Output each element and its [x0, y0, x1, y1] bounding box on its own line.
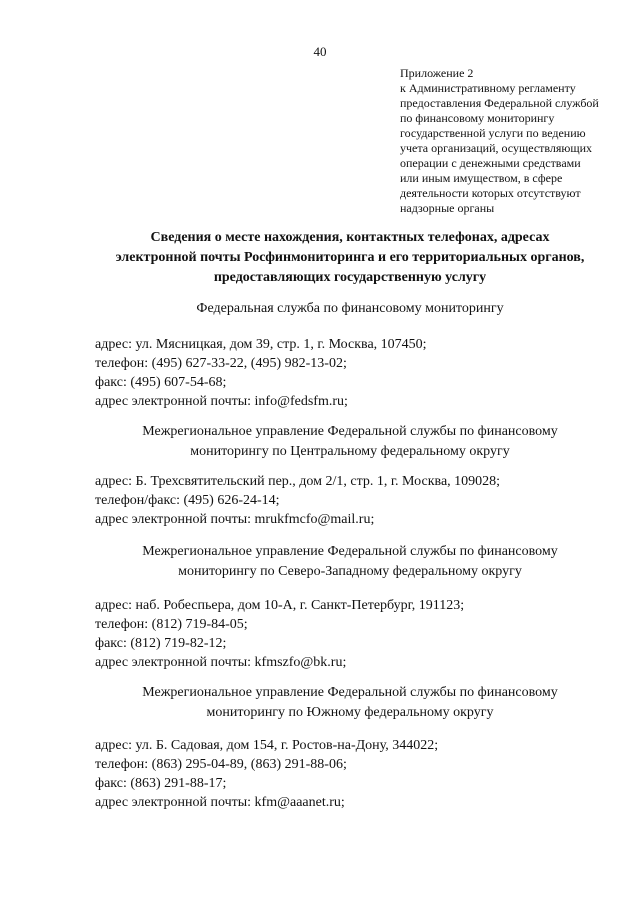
phone-line: телефон: (495) 627-33-22, (495) 982-13-02;: [95, 356, 347, 371]
email-line: адрес электронной почты: mrukfmcfo@mail.ru;: [95, 512, 375, 527]
org-title-line: мониторингу по Северо-Западному федеральному округу: [178, 564, 522, 579]
org-title-line: Межрегиональное управление Федеральной службы по финансовому: [142, 685, 558, 700]
org-contact-details: [95, 736, 625, 812]
email-line: адрес электронной почты: kfm@aaanet.ru;: [95, 795, 345, 810]
org-title: [70, 299, 630, 319]
org-title-line: мониторингу по Центральному федеральному округу: [190, 444, 510, 459]
appendix-line: Приложение 2: [400, 66, 474, 80]
phone-line: телефон: (863) 295-04-89, (863) 291-88-06;: [95, 757, 347, 772]
appendix-note: [400, 66, 625, 216]
appendix-line: надзорные органы: [400, 201, 495, 215]
appendix-line: операции с денежными средствами: [400, 156, 581, 170]
heading-line: электронной почты Росфинмониторинга и его территориальных органов,: [115, 250, 585, 265]
fax-line: факс: (495) 607-54-68;: [95, 375, 227, 390]
phone-line: телефон: (812) 719-84-05;: [95, 617, 248, 632]
appendix-line: или иным имуществом, в сфере: [400, 171, 563, 185]
org-contact-details: [95, 596, 625, 672]
heading-line: предоставляющих государственную услугу: [213, 270, 487, 285]
org-title-line: мониторингу по Южному федеральному округу: [206, 705, 494, 720]
appendix-line: предоставления Федеральной службой: [400, 96, 599, 110]
address-line: адрес: ул. Б. Садовая, дом 154, г. Ростов-на-Дону, 344022;: [95, 738, 439, 753]
appendix-line: учета организаций, осуществляющих: [400, 141, 593, 155]
org-title: [70, 683, 630, 723]
org-contact-details: [95, 335, 625, 411]
org-title-line: Межрегиональное управление Федеральной службы по финансовому: [142, 544, 558, 559]
address-line: адрес: наб. Робеспьера, дом 10-А, г. Санкт-Петербург, 191123;: [95, 598, 465, 613]
email-line: адрес электронной почты: kfmszfo@bk.ru;: [95, 655, 347, 670]
heading-line: Сведения о месте нахождения, контактных телефонах, адресах: [150, 230, 550, 245]
page-number: 40: [313, 44, 327, 59]
phone-fax-line: телефон/факс: (495) 626-24-14;: [95, 493, 280, 508]
address-line: адрес: Б. Трехсвятительский пер., дом 2/1, стр. 1, г. Москва, 109028;: [95, 474, 501, 489]
appendix-line: деятельности которых отсутствуют: [400, 186, 581, 200]
appendix-line: к Административному регламенту: [400, 81, 576, 95]
org-title-line: Федеральная служба по финансовому мониторингу: [196, 301, 504, 316]
document-heading: [60, 228, 640, 288]
fax-line: факс: (812) 719-82-12;: [95, 636, 227, 651]
org-title: [70, 422, 630, 462]
org-title: [70, 542, 630, 582]
address-line: адрес: ул. Мясницкая, дом 39, стр. 1, г. Москва, 107450;: [95, 337, 427, 352]
fax-line: факс: (863) 291-88-17;: [95, 776, 227, 791]
email-line: адрес электронной почты: info@fedsfm.ru;: [95, 394, 348, 409]
appendix-line: государственной услуги по ведению: [400, 126, 586, 140]
org-contact-details: [95, 472, 625, 529]
org-title-line: Межрегиональное управление Федеральной службы по финансовому: [142, 424, 558, 439]
appendix-line: по финансовому мониторингу: [400, 111, 555, 125]
